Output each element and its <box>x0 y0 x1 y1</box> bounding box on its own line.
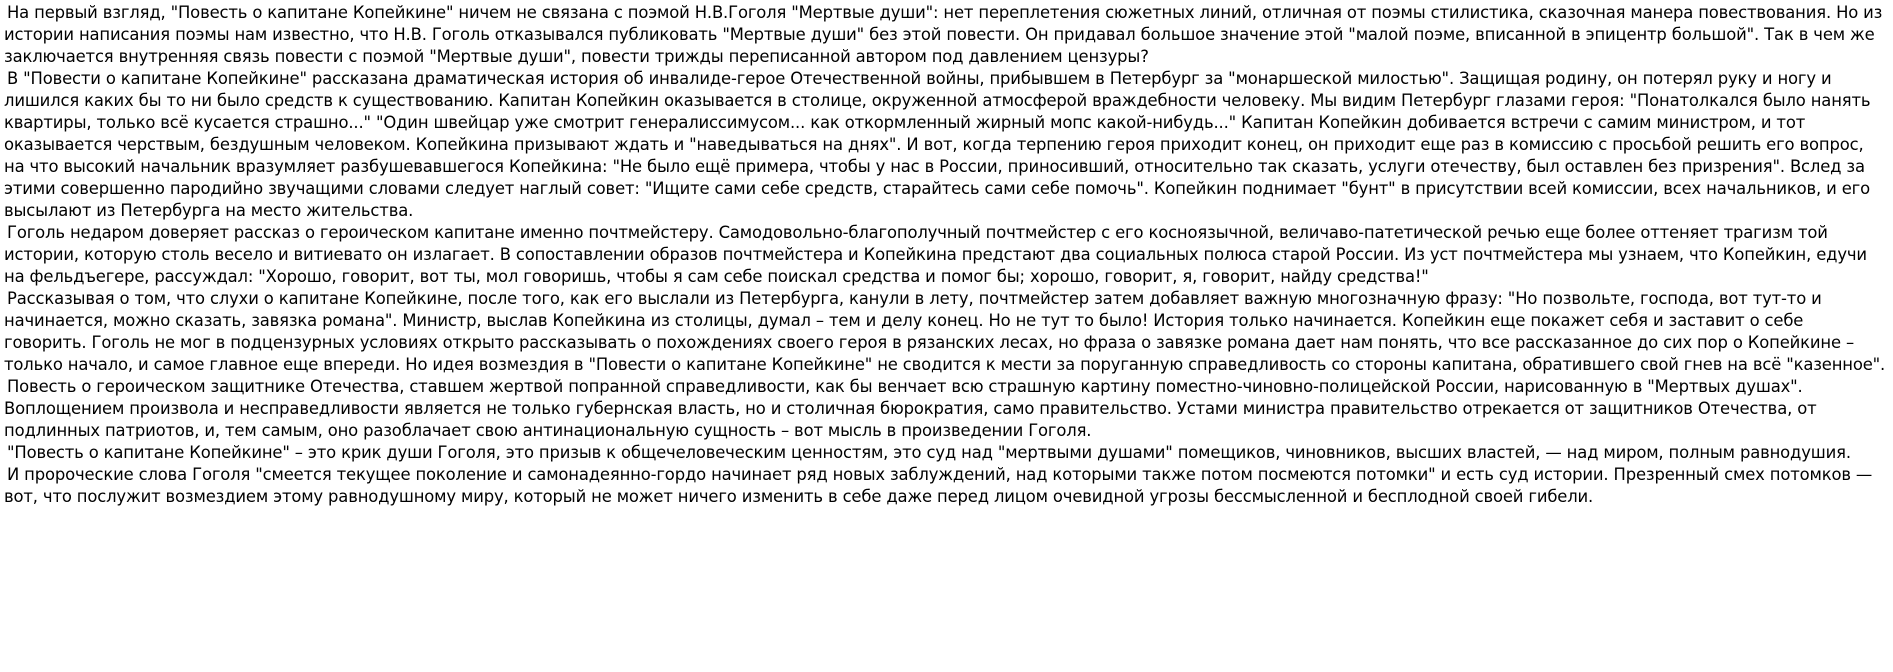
paragraph-6: "Повесть о капитане Копейкине" – это крик души Гоголя, это призыв к общечеловеческим ценностям, это суд над "мертвыми душами" помещиков, чиновников, высших властей, — над миром, полным равнодушия. <box>7 443 1851 462</box>
document-body <box>4 2 1888 508</box>
paragraph-7: И пророческие слова Гоголя "смеется текущее поколение и самонадеянно-гордо начинает ряд новых заблуждений, над которыми также потом посмеются потомки" и есть суд истории. Презренный смех потомков — вот, что послужит возмездием этому равнодушному миру, который не может ничего изменить в себе даже перед лицом очевидной угрозы бессмысленной и бесплодной своей гибели. <box>4 465 1873 506</box>
paragraph-4: Рассказывая о том, что слухи о капитане Копейкине, после того, как его выслали из Петербурга, канули в лету, почтмейстер затем добавляет важную многозначную фразу: "Но позвольте, господа, вот тут-то и начинается, можно сказать, завязка романа". Министр, выслав Копейкина из столицы, думал – тем и делу конец. Но не тут то было! История только начинается. Копейкин еще покажет себя и заставит о себе говорить. Гоголь не мог в подцензурных условиях открыто рассказывать о похождениях своего героя в рязанских лесах, но фраза о завязке романа дает нам понять, что все рассказанное до сих пор о Копейкине – только начало, и самое главное еще впереди. Но идея возмездия в "Повести о капитане Копейкине" не сводится к мести за поруганную справедливость со стороны капитана, обратившего свой гнев на всё "казенное". <box>4 289 1886 374</box>
paragraph-2: В "Повести о капитане Копейкине" рассказана драматическая история об инвалиде-герое Отечественной войны, прибывшем в Петербург за "монаршеской милостью". Защищая родину, он потерял руку и ногу и лишился каких бы то ни было средств к существованию. Капитан Копейкин оказывается в столице, окруженной атмосферой враждебности человеку. Мы видим Петербург глазами героя: "Понатолкался было нанять квартиры, только всё кусается страшно..." "Один швейцар уже смотрит генералиссимусом... как откормленный жирный мопс какой-нибудь..." Капитан Копейкин добивается встречи с самим министром, и тот оказывается черствым, бездушным человеком. Копейкина призывают ждать и "наведываться на днях". И вот, когда терпению героя приходит конец, он приходит еще раз в комиссию с просьбой решить его вопрос, на что высокий начальник вразумляет разбушевавшегося Копейкина: "Не было ещё примера, чтобы у нас в России, приносивший, относительно так сказать, услуги отечеству, был оставлен без призрения". Вслед за этими совершенно пародийно звучащими словами следует наглый совет: "Ищите сами себе средств, старайтесь сами себе помочь". Копейкин поднимает "бунт" в присутствии всей комиссии, всех начальников, и его высылают из Петербурга на место жительства. <box>4 69 1871 220</box>
paragraph-3: Гоголь недаром доверяет рассказ о героическом капитане именно почтмейстеру. Самодовольно-благополучный почтмейстер с его косноязычной, величаво-патетической речью еще более оттеняет трагизм той истории, которую столь весело и витиевато он излагает. В сопоставлении образов почтмейстера и Копейкина предстают два социальных полюса старой России. Из уст почтмейстера мы узнаем, что Копейкин, едучи на фельдъегере, рассуждал: "Хорошо, говорит, вот ты, мол говоришь, чтобы я сам себе поискал средства и помог бы; хорошо, говорит, я, говорит, найду средства!" <box>4 223 1867 286</box>
paragraph-1: На первый взгляд, "Повесть о капитане Копейкине" ничем не связана с поэмой Н.В.Гоголя "Мертвые души": нет переплетения сюжетных линий, отличная от поэмы стилистика, сказочная манера повествования. Но из истории написания поэмы нам известно, что Н.В. Гоголь отказывался публиковать "Мертвые души" без этой повести. Он придавал большое значение этой "малой поэме, вписанной в эпицентр большой". Так в чем же заключается внутренняя связь повести с поэмой "Мертвые души", повести трижды переписанной автором под давлением цензуры? <box>4 3 1883 66</box>
paragraph-5: Повесть о героическом защитнике Отечества, ставшем жертвой попранной справедливости, как бы венчает всю страшную картину поместно-чиновно-полицейской России, нарисованную в "Мертвых душах". Воплощением произвола и несправедливости является не только губернская власть, но и столичная бюрократия, само правительство. Устами министра правительство отрекается от защитников Отечества, от подлинных патриотов, и, тем самым, оно разоблачает свою антинациональную сущность – вот мысль в произведении Гоголя. <box>4 377 1817 440</box>
